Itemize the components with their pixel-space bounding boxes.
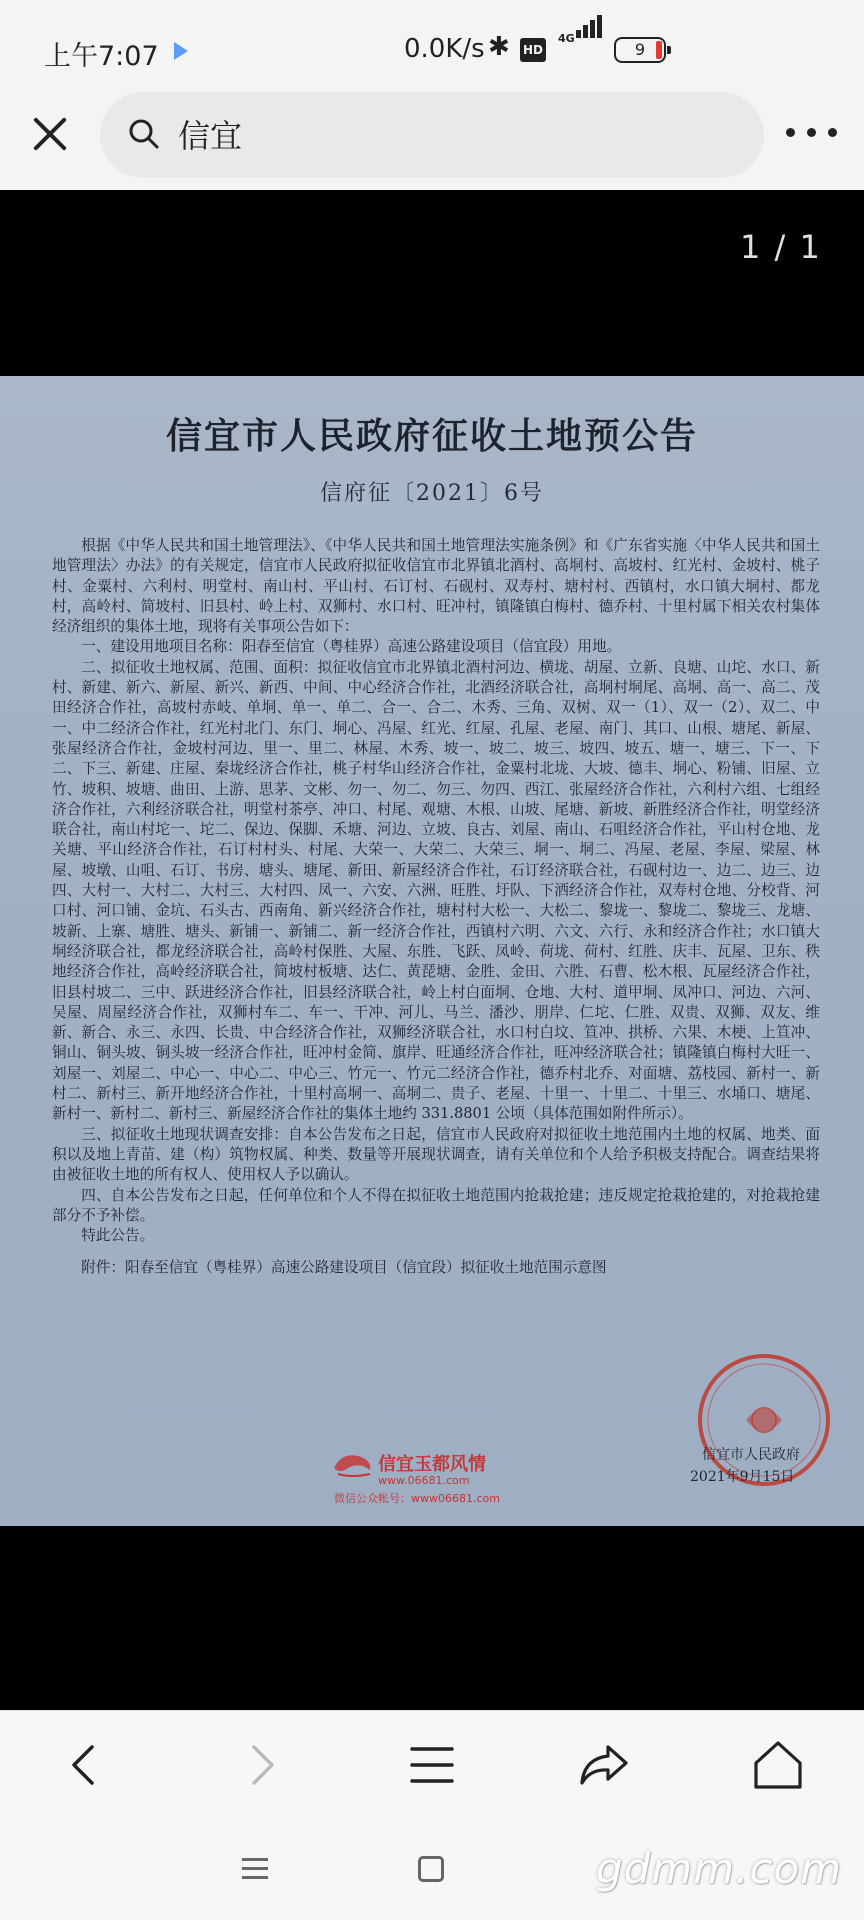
search-icon	[128, 118, 160, 150]
status-bar	[0, 0, 864, 92]
document-title: 信宜市人民政府征收土地预公告	[165, 415, 698, 457]
forward-button[interactable]	[228, 1733, 292, 1797]
signature-organization: 信宜市人民政府	[702, 1447, 800, 1463]
battery-icon	[614, 37, 666, 63]
top-bar	[0, 92, 864, 190]
paragraph-closing: 特此公告。	[81, 1227, 155, 1245]
play-store-icon	[174, 42, 188, 60]
watermark-title: 信宜玉都风情	[378, 1454, 486, 1475]
search-box[interactable]	[100, 92, 764, 178]
paragraph-scope: 二、拟征收土地权属、范围、面积：拟征收信宜市北界镇北酒村河边、横垅、胡屋、立新、良塘、山坨、水口、新村、新建、新六、新屋、新兴、新西、中间、中心经济合作社，北酒经济联合社，高垌村垌尾、高垌、高一、高二、茂田经济合作社，高坡村赤岐、单垌、单一、单二、合一、合二、木秀、三角、双树、双一（1）、双一（2）、双二、中一、中二经济合作社，红光村北门、东门、垌心、冯屋、红光、红屋、孔屋、老屋、南门、其口、山根、塘尾、新屋、张屋经济合作社，金坡村河边、里一、里二、林屋、木秀、坡一、坡二、坡三、坡四、坡五、塘一、塘三、下一、下二、下三、新建、庄屋、秦垅经济合作社，桃子村华山经济合作社，金粟村北垅、大坡、德丰、垌心、粉铺、旧屋、立竹、坡积、坡塘、曲田、上游、思茅、文彬、勿一、勿二、勿三、勿四、西江、张屋经济合作社，六利村六组、七组经济合作社，六利经济联合社，明堂村茶亭、冲口、村尾、观塘、木根、山坡、尾塘、新坡、新胜经济合作社，明堂经济联合社，南山村坨一、坨二、保边、保脚、禾塘、河边、立坡、良古、刘屋、南山、石咀经济合作社，平山村仓地、龙关塘、平山经济合作社，石订村村头、村尾、大荣一、大荣二、大荣三、垌一、垌二、冯屋、老屋、李屋、梁屋、林屋、坡墩、山咀、石订、书房、塘头、塘尾、新田、新屋经济合作社，石订经济联合社，石砚村边一、边二、边三、边四、大村一、大村二、大村三、大村四、凤一、六安、六洲、旺胜、圩队、下洒经济合作社，双寿村仓地、分校背、河口村、河口铺、金坑、石头古、西南角、新兴经济合作社，塘村村大松一、大松二、黎垅一、黎垅二、黎垅三、龙塘、坡新、上寨、塘胜、塘头、新铺一、新铺二、新一经济合作社，西镇村六明、六文、六行、永和经济合作社；水口镇大垌经济联合社，都龙经济联合社，高岭村保胜、大屋、东胜、飞跃、凤岭、荷垅、荷村、红胜、庆丰、瓦屋、卫东、秩地经济合作社，高岭经济联合社，简坡村板塘、达仁、黄琵塘、金胜、金田、六胜、石曹、松木根、瓦屋经济合作社，旧县村坡二、三中、跃进经济合作社，旧县经济联合社，岭上村白面垌、仓地、大村、道甲垌、凤冲口、河边、六河、吴屋、周屋经济合作社，双狮村车二、车一、干冲、河儿、马兰、潘沙、朋岸、仁坨、仁胜、双贵、双狮、双友、维新、新合、永三、永四、长贵、中合经济合作社，双狮经济联合社，水口村白坟、笪冲、拱桥、六果、木梗、上笪冲、铜山、铜头坡、铜头坡一经济合作社，旺冲村金简、旗岸、旺通经济合作社，旺冲经济联合社；镇隆镇白梅村大旺一、刘屋一、刘屋二、中心一、中心二、中心三、竹元一、竹元二经济合作社，德乔村北乔、对面塘、荔枝园、新村一、新村二、新村三、新开地经济合作社，十里村高垌一、高垌二、贵子、老屋、十里一、十里二、十里三、水埇口、塘尾、新村一、新村二、新村三、新屋经济合作社的集体土地约 331.8801 公顷（具体范围如附件所示）。	[52, 658, 820, 1123]
watermark-logo-icon	[330, 1448, 376, 1482]
home-button[interactable]	[746, 1733, 810, 1797]
home-icon	[746, 1733, 810, 1797]
watermark-subtitle: 微信公众帐号：www06681.com	[334, 1492, 500, 1505]
system-home-icon[interactable]	[418, 1856, 444, 1882]
site-watermark	[330, 1446, 540, 1508]
system-nav-bar	[0, 1818, 864, 1920]
menu-icon	[400, 1733, 464, 1797]
image-viewer[interactable]	[0, 190, 864, 1710]
bluetooth-icon: ✱	[488, 32, 510, 62]
menu-button[interactable]	[400, 1733, 464, 1797]
status-time: 上午7:07	[44, 41, 159, 72]
document-body	[52, 536, 820, 1279]
close-icon[interactable]	[28, 112, 72, 156]
more-options-icon[interactable]	[782, 122, 842, 146]
share-icon	[572, 1733, 636, 1797]
paragraph-intro: 根据《中华人民共和国土地管理法》、《中华人民共和国土地管理法实施条例》和《广东省实施〈中华人民共和国土地管理法〉办法》的有关规定，信宜市人民政府拟征收信宜市北界镇北酒村、高垌村、高坡村、红光村、金坡村、桃子村、金粟村、六利村、明堂村、南山村、平山村、石订村、石砚村、双寿村、塘村村、西镇村，水口镇大垌村、都龙村，高岭村、简坡村、旧县村、岭上村、双狮村、水口村、旺冲村，镇隆镇白梅村、德乔村、十里村属下相关农村集体经济组织的集体土地，现将有关事项公告如下：	[52, 537, 820, 636]
document-number: 信府征〔2021〕6号	[320, 481, 544, 506]
search-input[interactable]	[178, 112, 718, 156]
back-button[interactable]	[54, 1733, 118, 1797]
share-button[interactable]	[572, 1733, 636, 1797]
bottom-toolbar	[0, 1710, 864, 1818]
site-watermark-text: gdmm.com	[596, 1844, 843, 1893]
network-type: 4G	[558, 32, 575, 45]
chevron-left-icon	[54, 1733, 118, 1797]
signature-date: 2021年9月15日	[690, 1469, 795, 1485]
hd-voice-icon: HD	[520, 38, 546, 62]
battery-level: 9	[634, 40, 646, 59]
network-speed: 0.0K/s	[404, 34, 485, 64]
recent-apps-icon[interactable]	[242, 1858, 268, 1880]
chevron-right-icon	[228, 1733, 292, 1797]
paragraph-prohibition: 四、自本公告发布之日起，任何单位和个人不得在拟征收土地范围内抢栽抢建；违反规定抢栽抢建的，对抢栽抢建部分不予补偿。	[52, 1186, 820, 1224]
paragraph-survey: 三、拟征收土地现状调查安排：自本公告发布之日起，信宜市人民政府对拟征收土地范围内土地的权属、地类、面积以及地上青苗、建（构）筑物权属、种类、数量等开展现状调查，请有关单位和个人给予积极支持配合。调查结果将由被征收土地的所有权人、使用权人予以确认。	[52, 1125, 820, 1184]
paragraph-project: 一、建设用地项目名称：阳春至信宜（粤桂界）高速公路建设项目（信宜段）用地。	[81, 638, 622, 656]
attachment-note: 附件：阳春至信宜（粤桂界）高速公路建设项目（信宜段）拟征收土地范围示意图	[81, 1259, 607, 1277]
announcement-document	[0, 376, 864, 1526]
watermark-url: www.06681.com	[378, 1474, 470, 1487]
page-indicator: 1 / 1	[740, 228, 822, 266]
